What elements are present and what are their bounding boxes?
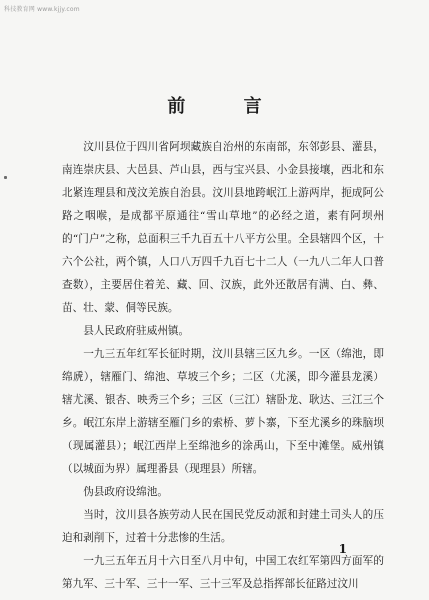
body-text [62,136,384,596]
paragraph-1935-division: 一九三五年红军长征时期，汶川县辖三区九乡。一区（绵池，即绵虒），辖雁门、绵池、草坡三个乡；二区（尤溪，即今灌县龙溪）辖尤溪、银杏、映秀三个乡；三区（三江）辖卧龙、耿达、三江三个乡。岷江东岸上游辖至雁门乡的索桥、萝卜寨，下至尤溪乡的珠脑坝（现属灌县）；岷江西岸上至绵池乡的涂禹山，下至中滩堡。威州镇（以城面为界）属理番县（现理县）所辖。 [62,348,384,475]
paragraph-red-army: 一九三五年五月十六日至八月中旬，中国工农红军第四方面军的第九军、三十军、三十一军、三十三军及总指挥部长征路过汶川 [62,555,384,590]
paragraph-puppet-government: 伪县政府设绵池。 [83,486,168,498]
paragraph-oppression: 当时，汶川县各族劳动人民在国民党反动派和封建土司头人的压迫和剥削下，过着十分悲惨的生活。 [62,509,384,544]
paragraph-intro: 汶川县位于四川省阿坝藏族自治州的东南部，东邻彭县、灌县，南连崇庆县、大邑县、芦山县，西与宝兴县、小金县接壤，西北和东北紧连理县和茂汶羌族自治县。汶川县地跨岷江上游两岸，扼成阿公路之咽喉，是成都平原通往“雪山草地”的必经之道，素有阿坝州的“门户”之称，总面积三千九百五十八平方公里。全县辖四个区，十六个公社，两个镇，人口八万四千九百七十二人（一九八二年人口普查数），主要居住着羌、藏、回、汉族，此外还散居有满、白、彝、苗、壮、蒙、侗等民族。 [62,141,384,314]
margin-mark [4,176,7,179]
site-watermark: 科技教育网 www.kjjy.com [4,6,80,13]
paragraph-seat: 县人民政府驻威州镇。 [83,325,190,337]
page-number: 1 [338,542,347,556]
page-title: 前 言 [167,96,288,117]
